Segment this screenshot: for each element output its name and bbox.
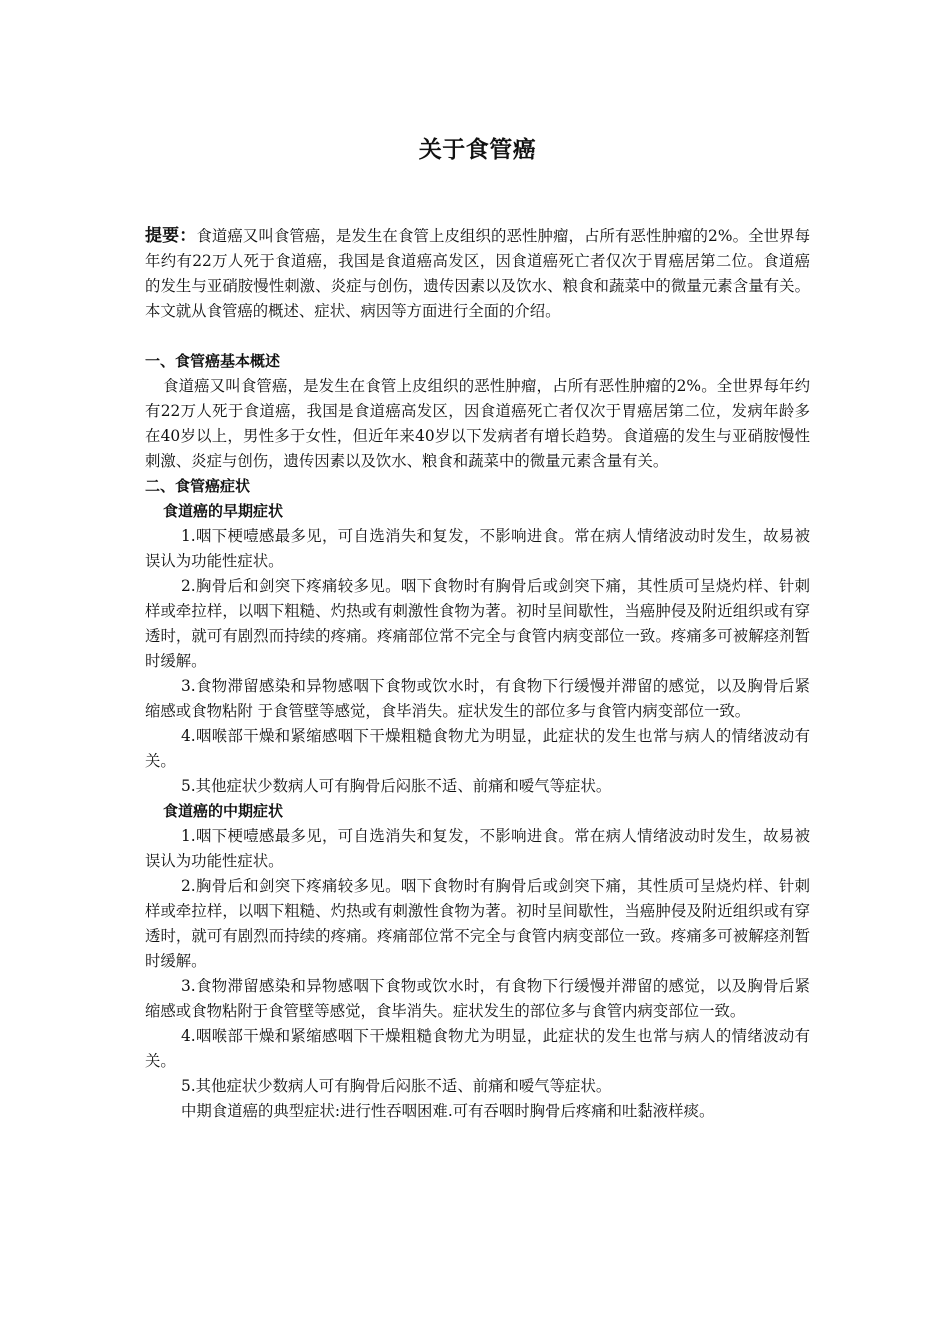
middle-symptom-item: 3.食物滞留感染和异物感咽下食物或饮水时，有食物下行缓慢并滞留的感觉，以及胸骨后紧缩感或食物粘附于食管壁等感觉，食毕消失。症状发生的部位多与食管内病变部位一致。 (145, 977, 810, 1020)
overview-paragraph: 食道癌又叫食管癌，是发生在食管上皮组织的恶性肿瘤，占所有恶性肿瘤的2%。全世界每年约有22万人死于食道癌，我国是食道癌高发区，因食道癌死亡者仅次于胃癌居第二位，发病年龄多在40岁以上，男性多于女性，但近年来40岁以下发病者有增长趋势。食道癌的发生与亚硝胺慢性刺激、炎症与创伤，遗传因素以及饮水、粮食和蔬菜中的微量元素含量有关。 (145, 377, 810, 470)
middle-symptom-item: 1.咽下梗噎感最多见，可自选消失和复发，不影响进食。常在病人情绪波动时发生，故易被误认为功能性症状。 (145, 827, 810, 870)
spacer (145, 324, 810, 349)
abstract-paragraph (145, 224, 810, 324)
middle-typical-symptoms: 中期食道癌的典型症状:进行性吞咽困难.可有吞咽时胸骨后疼痛和吐黏液样痰。 (181, 1102, 715, 1120)
document-body (145, 128, 810, 1124)
section-heading-symptoms: 二、食管癌症状 (145, 477, 251, 495)
abstract-text: 食道癌又叫食管癌，是发生在食管上皮组织的恶性肿瘤，占所有恶性肿瘤的2%。全世界每年约有22万人死于食道癌，我国是食道癌高发区，因食道癌死亡者仅次于胃癌居第二位。食道癌的发生与亚硝胺慢性刺激、炎症与创伤，遗传因素以及饮水、粮食和蔬菜中的微量元素含量有关。本文就从食管癌的概述、症状、病因等方面进行全面的介绍。 (145, 227, 811, 320)
section-heading-overview: 一、食管癌基本概述 (145, 352, 281, 370)
early-symptom-item: 1.咽下梗噎感最多见，可自选消失和复发，不影响进食。常在病人情绪波动时发生，故易被误认为功能性症状。 (145, 527, 810, 570)
early-symptom-item: 5.其他症状少数病人可有胸骨后闷胀不适、前痛和嗳气等症状。 (181, 777, 612, 795)
subheading-early-symptoms: 食道癌的早期症状 (163, 502, 284, 520)
middle-symptom-item: 2.胸骨后和剑突下疼痛较多见。咽下食物时有胸骨后或剑突下痛，其性质可呈烧灼样、针刺样或牵拉样，以咽下粗糙、灼热或有刺激性食物为著。初时呈间歇性，当癌肿侵及附近组织或有穿透时，就可有剧烈而持续的疼痛。疼痛部位常不完全与食管内病变部位一致。疼痛多可被解痉剂暂时缓解。 (145, 877, 810, 970)
middle-symptom-item: 5.其他症状少数病人可有胸骨后闷胀不适、前痛和嗳气等症状。 (181, 1077, 612, 1095)
subheading-middle-symptoms: 食道癌的中期症状 (163, 802, 284, 820)
early-symptom-item: 3.食物滞留感染和异物感咽下食物或饮水时，有食物下行缓慢并滞留的感觉，以及胸骨后紧缩感或食物粘附 于食管壁等感觉，食毕消失。症状发生的部位多与食管内病变部位一致。 (145, 677, 810, 720)
abstract-label: 提要： (145, 226, 197, 246)
early-symptom-item: 4.咽喉部干燥和紧缩感咽下干燥粗糙食物尤为明显，此症状的发生也常与病人的情绪波动有关。 (145, 727, 810, 770)
middle-symptom-item: 4.咽喉部干燥和紧缩感咽下干燥粗糙食物尤为明显，此症状的发生也常与病人的情绪波动有关。 (145, 1027, 810, 1070)
early-symptom-item: 2.胸骨后和剑突下疼痛较多见。咽下食物时有胸骨后或剑突下痛，其性质可呈烧灼样、针刺样或牵拉样，以咽下粗糙、灼热或有刺激性食物为著。初时呈间歇性，当癌肿侵及附近组织或有穿透时，就可有剧烈而持续的疼痛。疼痛部位常不完全与食管内病变部位一致。疼痛多可被解痉剂暂时缓解。 (145, 577, 810, 670)
document-title: 关于食管癌 (418, 137, 537, 163)
